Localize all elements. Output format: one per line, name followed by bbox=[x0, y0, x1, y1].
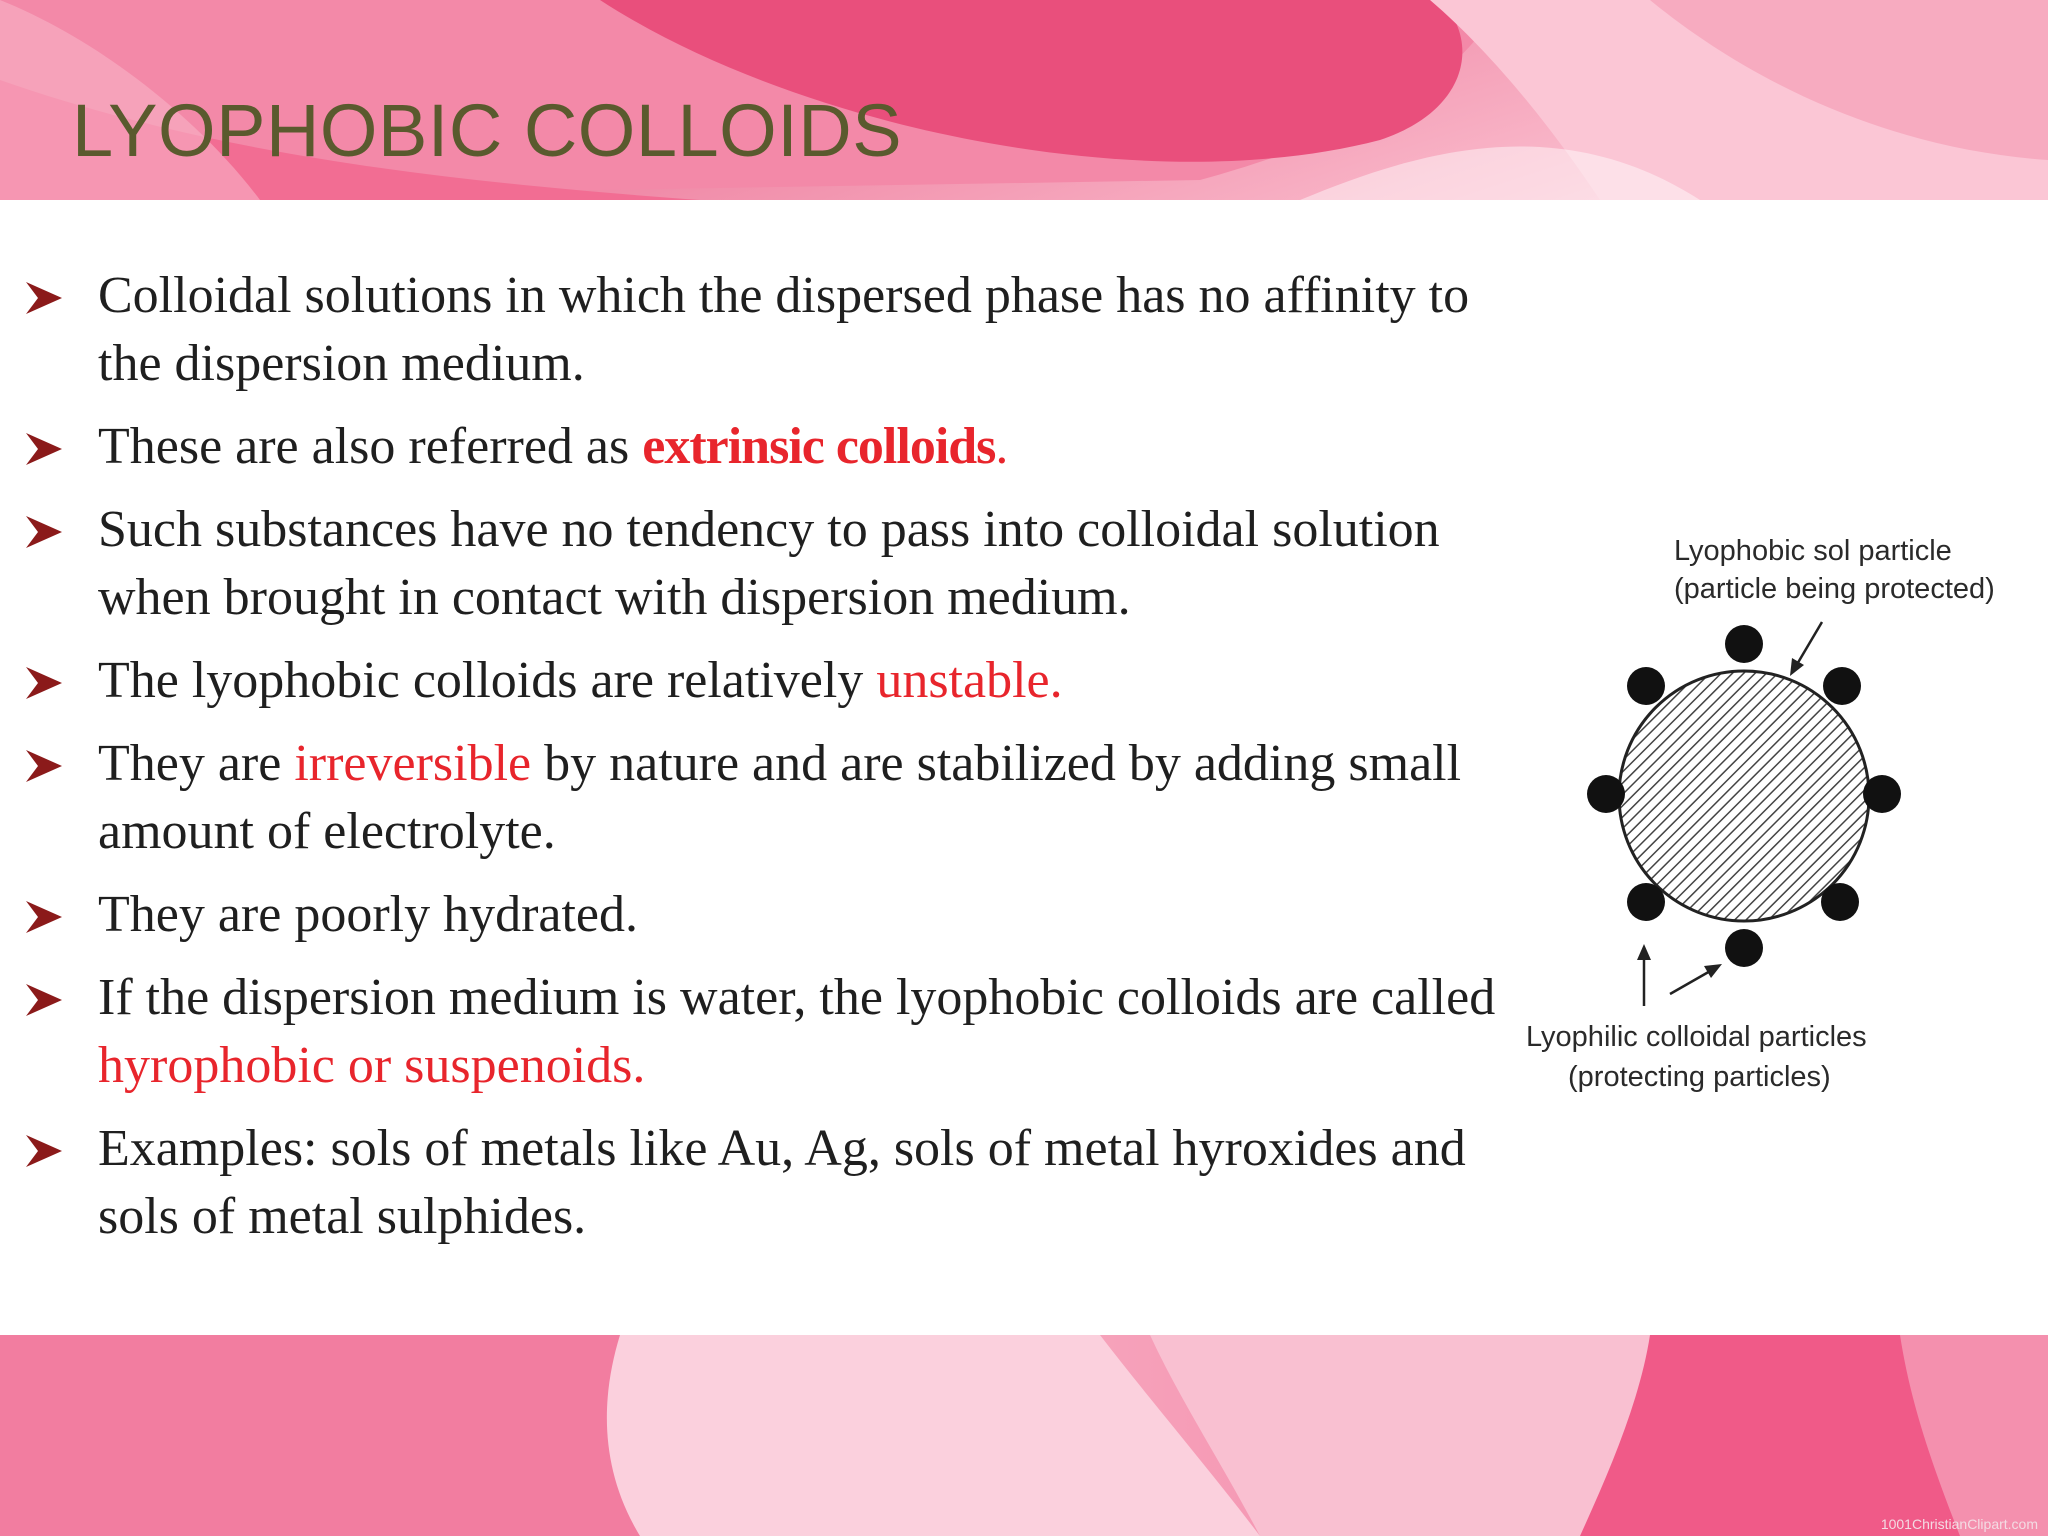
top-label-line1: Lyophobic sol particle bbox=[1674, 535, 1952, 567]
bullet-text: They are bbox=[98, 735, 295, 792]
bullet-text: . bbox=[995, 418, 1009, 475]
arrow-icon bbox=[1790, 622, 1822, 676]
protecting-particle bbox=[1627, 883, 1665, 921]
bullet-text: by nature and are stabilized by adding small amount of electrolyte. bbox=[98, 735, 1462, 860]
bullet-arrow-icon bbox=[24, 514, 64, 550]
bullet-list bbox=[24, 262, 1504, 1251]
bullet-arrow-icon bbox=[24, 431, 64, 467]
bullet-text: Such substances have no tendency to pass into colloidal solution when brought in contact with dispersion medium. bbox=[98, 501, 1440, 626]
top-label-line2: (particle being protected) bbox=[1674, 573, 1995, 605]
protecting-particle bbox=[1823, 667, 1861, 705]
bullet-arrow-icon bbox=[24, 899, 64, 935]
bullet-item bbox=[24, 496, 1504, 632]
protecting-particle bbox=[1821, 883, 1859, 921]
protecting-particle bbox=[1863, 775, 1901, 813]
protecting-particle bbox=[1587, 775, 1625, 813]
bottom-label-line1: Lyophilic colloidal particles bbox=[1526, 1021, 1867, 1053]
colloid-diagram bbox=[1500, 520, 2040, 1130]
protecting-particle bbox=[1725, 929, 1763, 967]
bullet-item bbox=[24, 730, 1504, 866]
highlight-text: extrinsic colloids bbox=[642, 418, 996, 475]
bullet-text: If the dispersion medium is water, the lyophobic colloids are called bbox=[98, 969, 1496, 1026]
arrow-icon bbox=[1670, 964, 1722, 994]
bullet-item bbox=[24, 262, 1504, 398]
highlight-text: irreversible bbox=[294, 735, 532, 792]
watermark: 1001ChristianClipart.com bbox=[1880, 1516, 2038, 1532]
bullet-text: These are also referred as bbox=[98, 418, 643, 475]
protecting-particle bbox=[1725, 625, 1763, 663]
bullet-text: Colloidal solutions in which the dispersed phase has no affinity to the dispersion medium. bbox=[98, 267, 1470, 392]
bullet-item bbox=[24, 1115, 1504, 1251]
bullet-item bbox=[24, 881, 1504, 949]
bullet-arrow-icon bbox=[24, 280, 64, 316]
sol-particle bbox=[1619, 671, 1869, 921]
highlight-text: unstable. bbox=[876, 652, 1063, 709]
bullet-item bbox=[24, 964, 1504, 1100]
bullet-text: They are poorly hydrated. bbox=[98, 886, 639, 943]
slide-title: LYOPHOBIC COLLOIDS bbox=[72, 89, 903, 172]
bottom-label-line2: (protecting particles) bbox=[1568, 1061, 1831, 1093]
protecting-particle bbox=[1627, 667, 1665, 705]
bullet-arrow-icon bbox=[24, 748, 64, 784]
bullet-text: The lyophobic colloids are relatively bbox=[98, 652, 877, 709]
bullet-text: Examples: sols of metals like Au, Ag, sols of metal hyroxides and sols of metal sulphides. bbox=[98, 1120, 1466, 1245]
bullet-arrow-icon bbox=[24, 1133, 64, 1169]
bullet-item bbox=[24, 647, 1504, 715]
bullet-item bbox=[24, 413, 1504, 481]
highlight-text: hyrophobic or suspenoids. bbox=[98, 1037, 646, 1094]
arrow-icon bbox=[1637, 944, 1651, 1006]
bullet-arrow-icon bbox=[24, 665, 64, 701]
bullet-arrow-icon bbox=[24, 982, 64, 1018]
